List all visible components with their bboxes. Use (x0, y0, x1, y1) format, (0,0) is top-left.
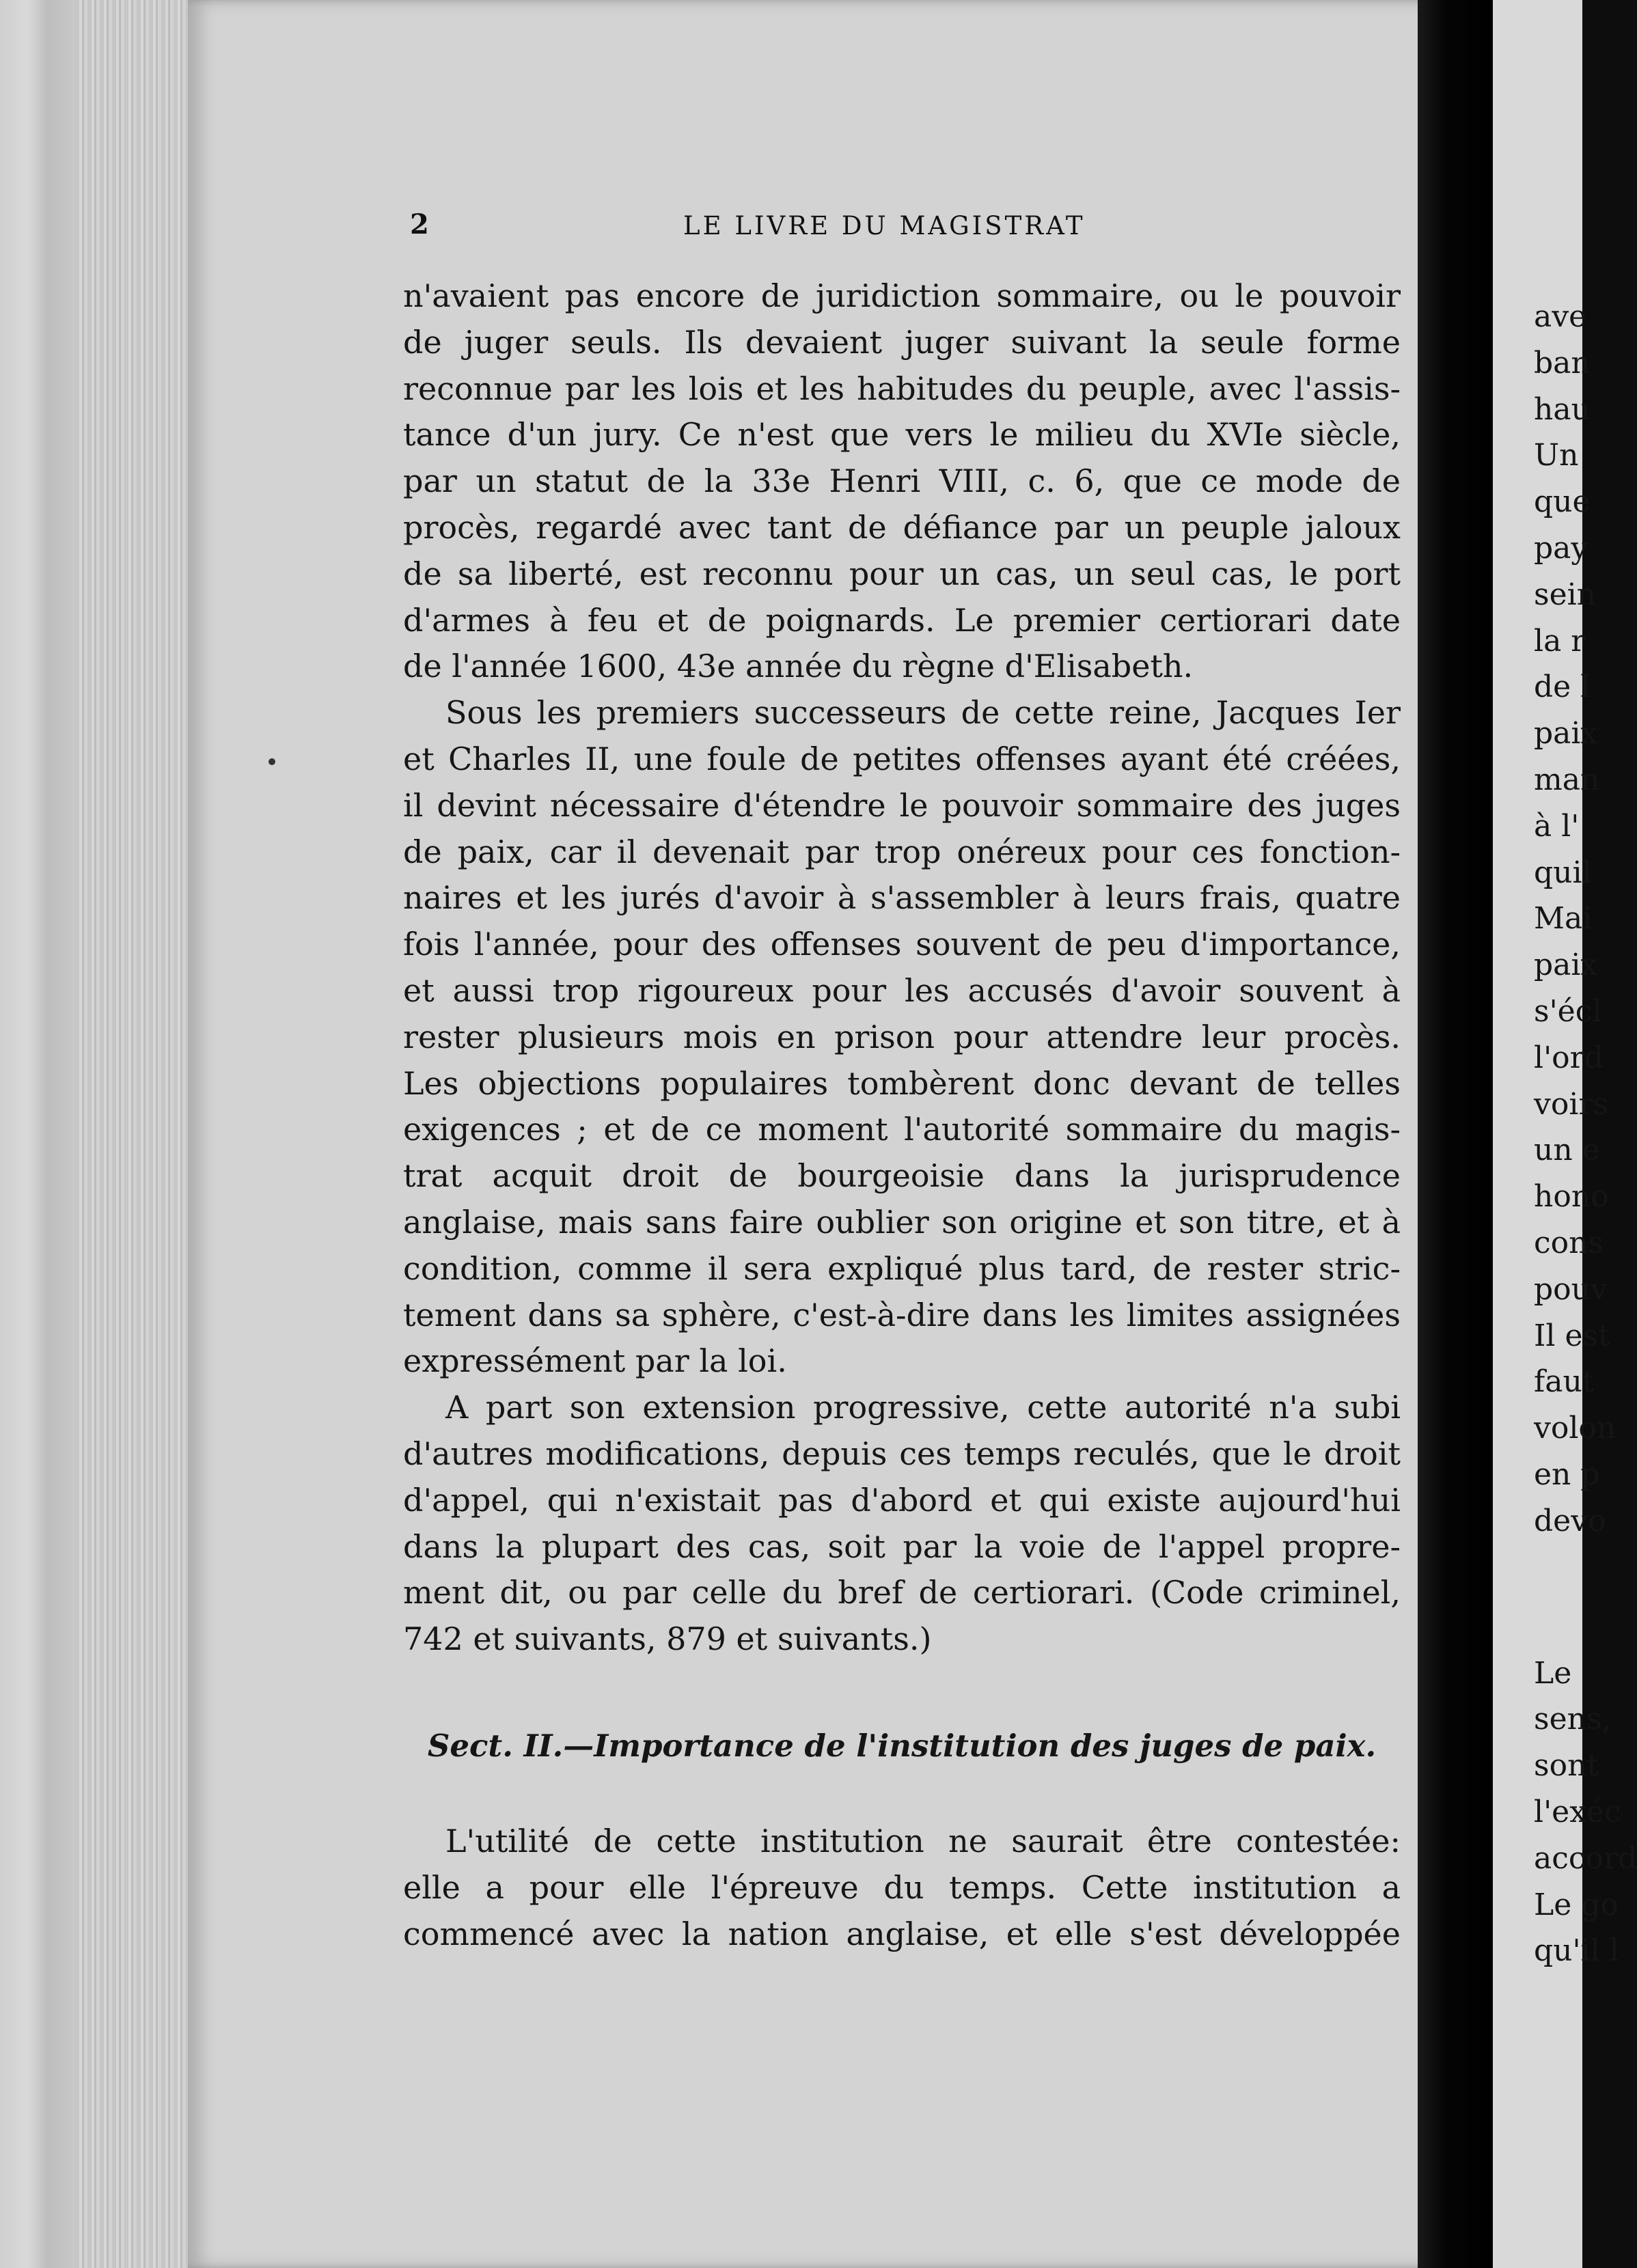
text-line: ment dit, ou par celle du bref de certiorari. (Code criminel, (403, 1574, 1401, 1612)
text-line: de juger seuls. Ils devaient juger suivant la seule forme (403, 323, 1401, 361)
text-line: Sous les premiers successeurs de cette reine, Jacques Ier (445, 694, 1401, 732)
facing-page-line: Mai (1534, 901, 1593, 937)
facing-page-line: la r (1534, 623, 1586, 659)
facing-page-line: volon (1534, 1411, 1617, 1446)
text-line: trat acquit droit de bourgeoisie dans la jurisprudence (403, 1157, 1401, 1195)
text-line: d'autres modifications, depuis ces temps reculés, que le droit (403, 1435, 1401, 1472)
facing-page-line: pouv (1534, 1271, 1608, 1307)
facing-page-line: sens, (1534, 1702, 1612, 1737)
facing-page-line: cons (1534, 1225, 1604, 1260)
text-line: rester plusieurs mois en prison pour attendre leur procès. (403, 1018, 1401, 1055)
text-line: L'utilité de cette institution ne saurait être contestée: (445, 1822, 1401, 1859)
facing-page-text (1534, 294, 1637, 1974)
text-line: dans la plupart des cas, soit par la voie de l'appel propre- (403, 1527, 1401, 1565)
facing-page-line: quil (1534, 855, 1592, 890)
facing-page-line: l'exéc (1534, 1794, 1621, 1829)
facing-page-line: pay (1534, 530, 1588, 566)
spacer (403, 1776, 1401, 1818)
text-line: et Charles II, une foule de petites offenses ayant été créées, (403, 740, 1401, 777)
text-line: tance d'un jury. Ce n'est que vers le milieu du XVIe siècle, (403, 416, 1401, 454)
facing-page-line: hau (1534, 391, 1591, 427)
page-number: 2 (410, 208, 429, 240)
text-line: 742 et suivants, 879 et suivants.) (403, 1620, 932, 1658)
text-line: A part son extension progressive, cette autorité n'a subi (445, 1389, 1401, 1426)
text-line: de sa liberté, est reconnu pour un cas, un seul cas, le port (403, 555, 1401, 592)
facing-page-line: paix (1534, 948, 1598, 983)
facing-page-line: un e (1534, 1133, 1600, 1168)
text-line: par un statut de la 33e Henri VIII, c. 6, que ce mode de (403, 462, 1401, 500)
facing-page-line: sein (1534, 577, 1597, 612)
facing-page-line: qu'il l (1534, 1933, 1619, 1969)
body-text (403, 273, 1401, 1957)
facing-page-line: ave (1534, 299, 1587, 334)
facing-page-line: Le go (1534, 1887, 1619, 1922)
spacer (1534, 1545, 1616, 1650)
text-line: de l'année 1600, 43e année du règne d'Elisabeth. (403, 648, 1194, 685)
facing-page-line: Le (1534, 1655, 1572, 1691)
text-line: commencé avec la nation anglaise, et elle s'est développée (403, 1915, 1401, 1952)
page-fore-edges (75, 0, 191, 2268)
facing-page-line: s'écl (1534, 993, 1602, 1029)
page-header (410, 208, 1435, 249)
spacer (403, 1663, 1401, 1716)
text-line: il devint nécessaire d'étendre le pouvoir sommaire des juges (403, 786, 1401, 824)
text-line: d'armes à feu et de poignards. Le premier certiorari date (403, 601, 1401, 639)
text-line: tement dans sa sphère, c'est-à-dire dans les limites assignées (403, 1296, 1401, 1333)
text-line: d'appel, qui n'existait pas d'abord et qui existe aujourd'hui (403, 1481, 1401, 1519)
text-line: anglaise, mais sans faire oublier son origine et son titre, et à (403, 1203, 1401, 1241)
facing-page-line: accord (1534, 1840, 1637, 1876)
facing-page-line: faut (1534, 1364, 1595, 1400)
text-line: et aussi trop rigoureux pour les accusés d'avoir souvent à (403, 971, 1401, 1009)
facing-page-line: Il est (1534, 1318, 1610, 1353)
text-line: n'avaient pas encore de juridiction sommaire, ou le pouvoir (403, 277, 1401, 314)
text-line: fois l'année, pour des offenses souvent de peu d'importance, (403, 926, 1401, 963)
facing-page-line: en p (1534, 1456, 1600, 1492)
facing-page-line: devo (1534, 1503, 1606, 1538)
text-line: naires et les jurés d'avoir à s'assembler à leurs frais, quatre (403, 879, 1401, 917)
facing-page-line: paix (1534, 716, 1598, 751)
text-line: de paix, car il devenait par trop onéreux pour ces fonction- (403, 833, 1401, 870)
facing-page-line: sont (1534, 1748, 1599, 1784)
facing-page-line: que (1534, 484, 1591, 520)
facing-page-line: de l (1534, 669, 1591, 705)
text-line: exigences ; et de ce moment l'autorité sommaire du magis- (403, 1111, 1401, 1148)
text-line: procès, regardé avec tant de défiance par un peuple jaloux (403, 508, 1401, 546)
section-heading: Sect. II.—Importance de l'institution des juges de paix. (427, 1727, 1377, 1764)
left-margin-border (0, 0, 75, 2268)
ink-speck (269, 758, 275, 765)
facing-page-line: hono (1534, 1179, 1609, 1215)
facing-page-line: à l' (1534, 808, 1580, 844)
facing-page-line: ban (1534, 345, 1591, 381)
text-line: reconnue par les lois et les habitudes du peuple, avec l'assis- (403, 370, 1401, 407)
facing-page-line: Un (1534, 438, 1579, 473)
text-line: condition, comme il sera expliqué plus tard, de rester stric- (403, 1249, 1401, 1287)
text-line: elle a pour elle l'épreuve du temps. Cette institution a (403, 1868, 1401, 1906)
book-spine-shadow (1418, 0, 1493, 2268)
text-line: Les objections populaires tombèrent donc devant de telles (403, 1064, 1401, 1102)
facing-page-line: voirs (1534, 1086, 1609, 1122)
facing-page-line: man (1534, 762, 1600, 797)
text-line: expressément par la loi. (403, 1342, 787, 1380)
facing-page-line: l'ord (1534, 1040, 1604, 1075)
running-head: LE LIVRE DU MAGISTRAT (683, 211, 1086, 240)
